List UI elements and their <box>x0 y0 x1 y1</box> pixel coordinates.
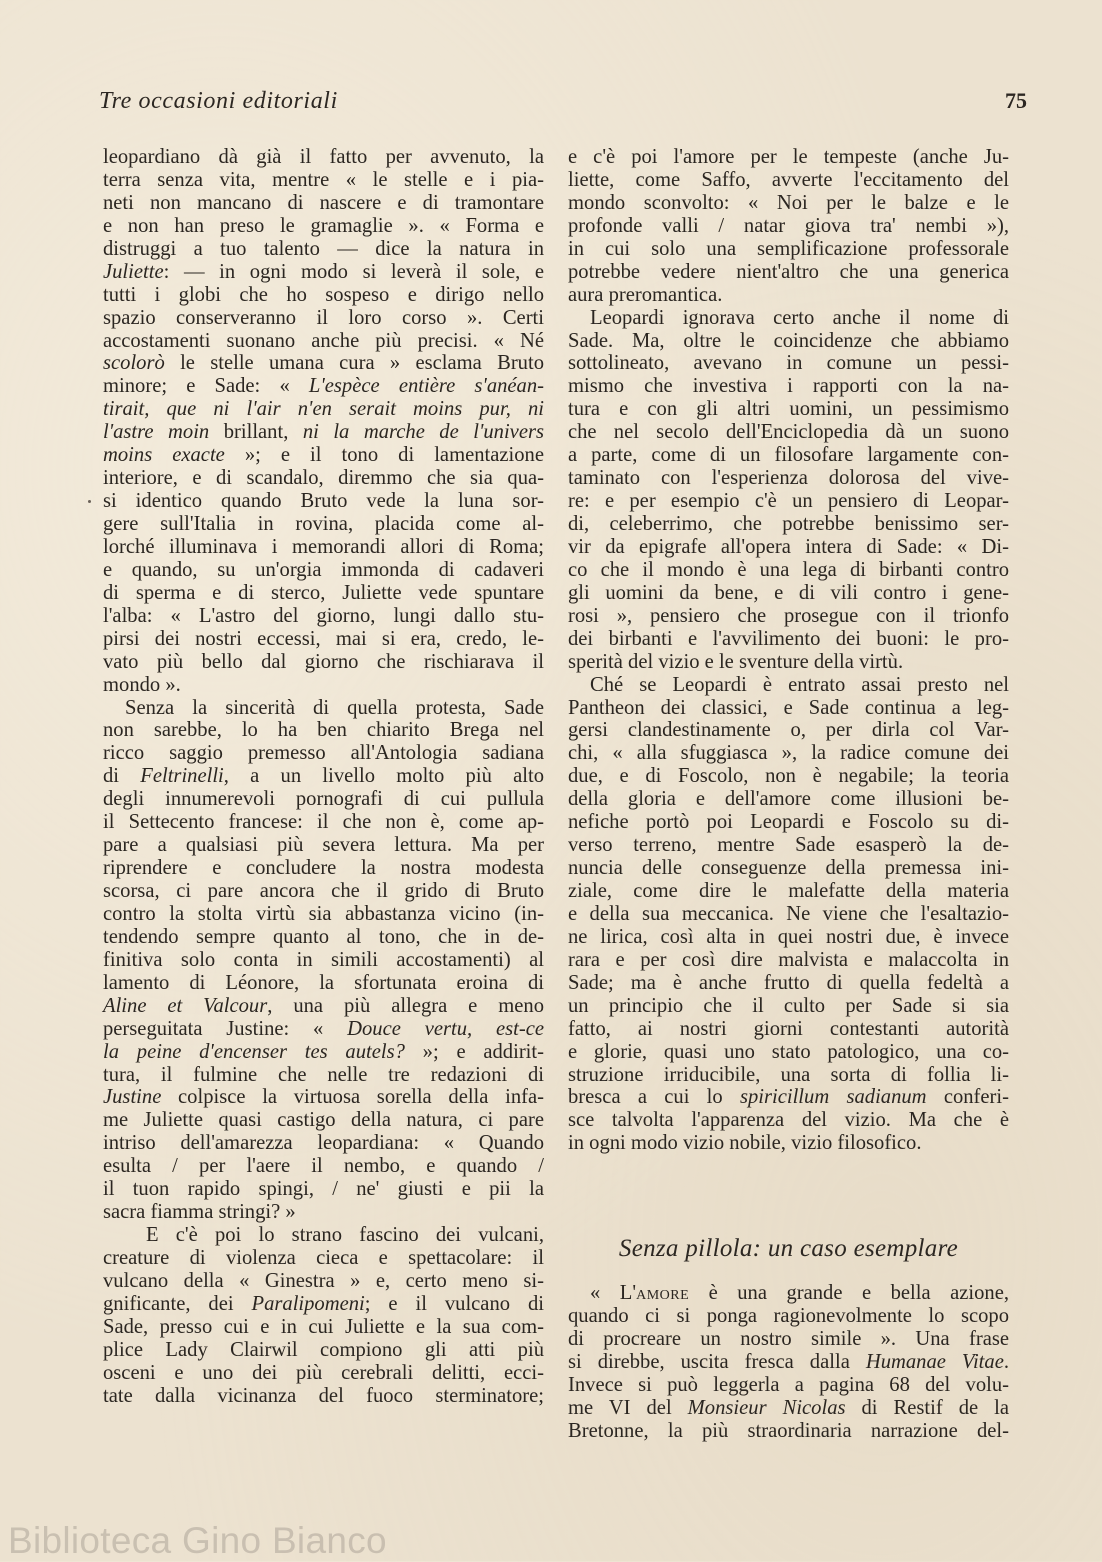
text-line: terra senza vita, mentre « le stelle e i pia- <box>103 168 544 191</box>
text-line: sacra fiamma stringi? » <box>103 1201 296 1224</box>
text-line: Sade. Ma, oltre le coincidenze che abbiamo <box>568 329 1009 352</box>
text-line: quando ci si ponga ragionevolmente lo scopo <box>568 1304 1009 1327</box>
text-line: rosi », pensiero che prosegue con il trionfo <box>568 604 1009 627</box>
text-line: il Settecento francese: il che non è, come ap- <box>103 811 544 834</box>
section-heading: Senza pillola: un caso esemplare <box>618 1235 959 1262</box>
text-line: finitiva solo conta in simili accostamenti) al <box>103 948 544 971</box>
french-quote: la peine d'encenser tes autels? <box>103 1040 405 1063</box>
text-line: lorché illuminava i memorandi allori di Roma; <box>103 535 544 558</box>
text-line: l'alba: « L'astro del giorno, lungi dallo stu- <box>103 604 544 627</box>
text-line: un principio che il culto per Sade si sia <box>568 994 1009 1017</box>
text-line: tutti i globi che ho sospeso e dirigo nello <box>103 283 544 306</box>
italic-title: Aline et Valcour <box>103 994 268 1017</box>
text-line: plice Lady Clairwil compiono gli atti più <box>103 1338 544 1361</box>
left-column <box>103 146 544 1408</box>
text-line: sce talvolta l'apparenza del vizio. Ma che è <box>568 1109 1009 1132</box>
text-line: tura e con gli altri uomini, un pessimismo <box>568 398 1009 421</box>
text-line: in cui solo una semplificazione professorale <box>568 237 1009 260</box>
text-line: struzione irriducibile, una sorta di follia li- <box>568 1063 1009 1086</box>
text-line: spazio conserveranno il loro corso ». Certi <box>103 306 544 329</box>
text-line: gnificante, dei Paralipomeni; e il vulcano di <box>103 1292 544 1315</box>
text-line: che nel secolo dell'Enciclopedia dà un suono <box>568 421 1009 444</box>
running-title: Tre occasioni editoriali <box>99 88 338 114</box>
text-line: gersi clandestinamente o, per dirla col Var- <box>568 719 1009 742</box>
italic-title: Juliette <box>103 260 164 283</box>
text-line: si identico quando Bruto vede la luna sor- <box>103 490 544 513</box>
text-line: sottolineato, avevano in comune un pessi- <box>568 352 1009 375</box>
text-line: vato più bello dal giorno che rischiarava il <box>103 650 544 673</box>
text-line: creature di violenza cieca e spettacolare: il <box>103 1247 544 1269</box>
text-line: me Juliette quasi castigo della natura, ci pare <box>103 1109 544 1132</box>
text-line: mondo sconvolto: « Noi per le balze e le <box>568 191 1009 214</box>
french-quote: l'astre moin <box>103 421 210 444</box>
text-line: due, e di Foscolo, non è negabile; la teoria <box>568 765 1009 788</box>
text-line: di Feltrinelli, a un livello molto più alto <box>103 765 544 788</box>
text-line: e non han preso le gramaglie ». « Forma e <box>103 214 544 237</box>
text-line: neti non mancano di nascere e di tramontare <box>103 191 544 214</box>
text-line: e glorie, quasi uno stato patologico, una co- <box>568 1040 1009 1063</box>
text-line: intriso dell'amarezza leopardiana: « Quando <box>103 1132 544 1155</box>
text-line: il tuon rapido spingi, / ne' giusti e pii la <box>103 1178 544 1201</box>
text-line: Invece si può leggerla a pagina 68 del volu- <box>568 1373 1009 1396</box>
text-line: contro la stolta virtù sia abbastanza vicino (in- <box>103 902 544 925</box>
text-line: scorsa, ci pare ancora che il grido di Bruto <box>103 880 544 902</box>
text-line: mismo che investiva i rapporti con la na- <box>568 375 1009 398</box>
text-line: potrebbe vedere nient'altro che una generica <box>568 260 1009 283</box>
page-number: 75 <box>1005 88 1027 113</box>
text-line: bresca a cui lo spiricillum sadianum conferi- <box>568 1086 1009 1109</box>
text-line: ziale, come dire le malefatte della materia <box>568 880 1009 902</box>
text-line: Juliette: — in ogni modo si leverà il sole, e <box>103 260 544 283</box>
text-line: a parte, come di un filosofare largamente con- <box>568 444 1009 467</box>
text-line: gli uomini da bene, e di vili contro i gene- <box>568 581 1009 604</box>
text-line: Bretonne, la più straordinaria narrazione del- <box>568 1419 1009 1442</box>
text-line: Pantheon dei classici, e Sade continua a leg- <box>568 696 1009 719</box>
italic-title: Humanae Vitae <box>865 1350 1004 1373</box>
text-line: rara e per così dire malvista e malaccolta in <box>568 948 1009 971</box>
text-line: perseguitata Justine: « Douce vertu, est-ce <box>103 1017 544 1040</box>
text-line: si direbbe, uscita fresca dalla Humanae Vitae. <box>568 1350 1010 1373</box>
text-line: osceni e uno dei più cerebrali delitti, ecci- <box>103 1361 544 1384</box>
text-line: nuncia delle conseguenze della premessa ini- <box>568 857 1009 880</box>
italic-title: Justine <box>103 1086 162 1109</box>
italic-title: Paralipomeni <box>251 1292 365 1315</box>
text-line: Aline et Valcour, una più allegra e meno <box>103 994 544 1017</box>
text-line: della gloria e dell'amore come illusioni be- <box>568 788 1009 811</box>
section-body <box>568 1282 1009 1443</box>
text-line: leopardiano dà già il fatto per avvenuto, la <box>103 146 544 168</box>
text-line: aura preromantica. <box>568 283 723 306</box>
text-line: re: e per esempio c'è un pensiero di Leopar- <box>568 490 1009 513</box>
stray-ink-mark <box>88 500 91 503</box>
italic-publisher: Feltrinelli <box>140 765 224 788</box>
text-line: pare a qualsiasi più severa lettura. Ma per <box>103 834 544 857</box>
text-line: di sperma e di sterco, Juliette vede spuntare <box>103 581 544 604</box>
text-line: vulcano della « Ginestra » e, certo meno si- <box>103 1269 544 1292</box>
library-watermark: Biblioteca Gino Bianco <box>8 1520 387 1561</box>
text-line: di, celeberrimo, che potrebbe benissimo ser- <box>568 513 1009 535</box>
text-line: in ogni modo vizio nobile, vizio filosofico. <box>568 1132 922 1155</box>
text-line: non sarebbe, lo ha ben chiarito Brega nel <box>103 719 544 742</box>
text-line: mondo ». <box>103 673 181 696</box>
latin-phrase: spiricillum sadianum <box>739 1086 927 1109</box>
text-line: nefiche portò poi Leopardi e Foscolo su di- <box>568 811 1009 834</box>
text-line: pirsi dei nostri eccessi, mai si era, credo, le- <box>103 627 544 650</box>
text-line: distruggi a tuo talento — dice la natura in <box>103 237 544 260</box>
french-quote: tirait, que ni l'air n'en serait moins pur, ni <box>103 398 544 421</box>
text-line: e quando, su un'orgia immonda di cadaveri <box>103 558 544 581</box>
text-line: profonde valli / natar giova tra' nembi »), <box>568 214 1009 237</box>
text-line: tendendo sempre quanto al tono, che in de- <box>103 925 544 948</box>
text-line: chi, « alla sfuggiasca », la radice comune dei <box>568 742 1009 765</box>
text-line <box>103 398 544 421</box>
smallcaps-word: amore <box>636 1282 690 1304</box>
text-line: Justine colpisce la virtuosa sorella della infa- <box>103 1086 544 1109</box>
text-line: Sade; ma è anche frutto di quella fedeltà a <box>568 971 1009 994</box>
right-column <box>568 146 1009 1155</box>
text-line: l'astre moin brillant, ni la marche de l'univers <box>103 421 544 444</box>
paragraph-start-line: Senza la sincerità di quella protesta, Sade <box>125 696 544 719</box>
text-line: ne lirica, così alta in quei nostri due, è invece <box>568 925 1009 948</box>
text-line: sperità del vizio e le sventure della virtù. <box>568 650 904 673</box>
text-line: dei birbanti e l'avvilimento dei buoni: le pro- <box>568 627 1009 650</box>
text-line: vir da epigrafe all'opera intera di Sade: « Di- <box>568 535 1009 558</box>
text-line: fatto, ai nostri giorni contestanti autorità <box>568 1017 1009 1040</box>
text-line: la peine d'encenser tes autels? »; e addirit- <box>103 1040 544 1063</box>
french-quote: moins exacte <box>103 444 225 467</box>
paragraph-start-line: E c'è poi lo strano fascino dei vulcani, <box>146 1224 544 1247</box>
french-quote: ni la marche de l'univers <box>302 421 544 444</box>
text-line: minore; e Sade: « L'espèce entière s'anéan- <box>103 375 545 398</box>
text-line: moins exacte »; e il tono di lamentazione <box>103 444 544 467</box>
text-line: liette, come Saffo, avverte l'eccitamento del <box>568 168 1009 191</box>
text-line: di procreare un nostro simile ». Una frase <box>568 1327 1009 1350</box>
text-line: gere sull'Italia in rovina, placida come al- <box>103 513 544 535</box>
text-line: lamento di Léonore, la sfortunata eroina di <box>103 971 544 994</box>
text-line: Sade, presso cui e in cui Juliette e la sua com- <box>103 1315 544 1338</box>
french-quote: L'espèce entière s'anéan- <box>308 375 545 398</box>
text-line: verso terreno, mentre Sade esasperò la de- <box>568 834 1009 857</box>
paragraph-start-line: « L'amore è una grande e bella azione, <box>590 1282 1009 1304</box>
text-line: esulta / per l'aere il nembo, e quando / <box>103 1155 544 1178</box>
text-line: taminato con l'esperienza dolorosa del vive- <box>568 467 1009 490</box>
italic-word: scolorò <box>103 352 165 375</box>
text-line: co che il mondo è una lega di birbanti contro <box>568 558 1009 581</box>
french-quote: Douce vertu, est-ce <box>347 1017 544 1040</box>
paragraph-start-line: Leopardi ignorava certo anche il nome di <box>590 306 1009 329</box>
text-line: e c'è poi l'amore per le tempeste (anche Ju- <box>568 146 1009 168</box>
text-line: tate dalla vicinanza del fuoco sterminatore; <box>103 1384 544 1407</box>
text-line: riprendere e concludere la nostra modesta <box>103 857 544 880</box>
italic-title: Monsieur Nicolas <box>687 1396 846 1419</box>
text-line: me VI del Monsieur Nicolas di Restif de la <box>568 1396 1009 1419</box>
text-line: e della sua meccanica. Ne viene che l'esaltazio- <box>568 902 1009 925</box>
text-line: scolorò le stelle umana cura » esclama Bruto <box>103 352 544 375</box>
text-line: tura, il fulmine che nelle tre redazioni di <box>103 1063 544 1086</box>
paragraph-start-line: Ché se Leopardi è entrato assai presto nel <box>590 673 1009 696</box>
text-line: degli innumerevoli pornografi di cui pullula <box>103 788 544 811</box>
text-line: accostamenti suonano anche più precisi. « Né <box>103 329 544 352</box>
text-line: interiore, e di scandalo, diremmo che sia qua- <box>103 467 544 490</box>
running-head <box>99 88 1027 124</box>
text-line: ricco saggio premesso all'Antologia sadiana <box>103 742 544 765</box>
